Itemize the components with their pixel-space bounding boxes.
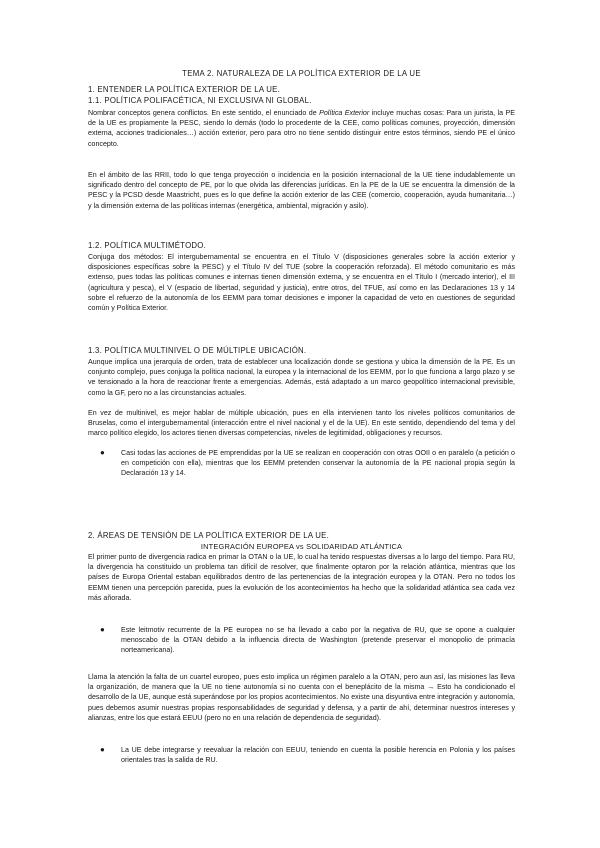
document-title: TEMA 2. NATURALEZA DE LA POLÍTICA EXTERIOR DE LA UE bbox=[182, 69, 421, 78]
bullet-item-1 bbox=[100, 448, 515, 479]
paragraph-1 bbox=[88, 108, 515, 149]
paragraph-1-text-b: incluye muchas cosas: Para un jurista, la PE de la UE es propiamente la PESC, siendo lo demás (todo lo procedente de la CEE, como políticas comunes, proyección, dimensión externa, acciones tradicionales…) acción exterior, pero para otro no tiene sentido distinguir entre estos términos, siendo PE el único concepto. bbox=[88, 109, 515, 148]
bullet-item-2 bbox=[100, 625, 515, 656]
section-2-subtitle: INTEGRACIÓN EUROPEA vs SOLIDARIDAD ATLÁNTICA bbox=[200, 542, 403, 551]
subsection-1-1-heading: 1.1. POLÍTICA POLIFACÉTICA, NI EXCLUSIVA NI GLOBAL. bbox=[88, 96, 312, 105]
bullet-dot-icon: ● bbox=[100, 745, 105, 754]
bullet-item-1-text: Casi todas las acciones de PE emprendidas por la UE se realizan en cooperación con otras OOII o en paralelo (a petición o en competición con ella), mientras que los EEMM pretenden conservar la autonomía de la PE nacional propia según la Declaración 13 y 14. bbox=[121, 449, 515, 478]
paragraph-7: Llama la atención la falta de un cuartel europeo, pues esto implica un régimen paralelo a la OTAN, pero aun así, las misiones las lleva la organización, de manera que la UE no tiene autonomía si no cuenta con el beneplácito de la misma → Esto ha condicionado el desarrollo de la UE, aunque está superándose por los propios acontecimientos. No existe una disyuntiva entre integración y autonomía, pues debemos asumir nuestras propias responsabilidades de seguridad y defensa, y a partir de ahí, determinar nuestros intereses y alianzas, entre los que estará EEUU (pero no en una relación de dependencia de seguridad). bbox=[88, 673, 515, 722]
section-1-heading: 1. ENTENDER LA POLÍTICA EXTERIOR DE LA UE. bbox=[88, 85, 281, 94]
paragraph-6: El primer punto de divergencia radica en primar la OTAN o la UE, lo cual ha tenido respuestas diversas a lo largo del tiempo. Para RU, la divergencia ha constituido un problema tan difícil de resolver, que finalmente optaron por la relación atlántica, mientras que los países de Europa Oriental estaban equilibrados dentro de las pertenencias de la integración europea y la OTAN. Pero no todos los EEMM tienen una percepción parecida, pues la evolución de los acontecimientos ha hecho que la solidaridad atlántica sea cada vez más añorada. bbox=[88, 553, 515, 602]
bullet-item-3 bbox=[100, 745, 515, 765]
paragraph-5: En vez de multinivel, es mejor hablar de múltiple ubicación, pues en ella intervienen tanto los niveles políticos comunitarios de Bruselas, como el intergubernamental (interacción entre el nivel nacional y el de la UE). En este sentido, dependiendo del tema y del marco político elegido, los actores tienen diversas competencias, niveles de legitimidad, obligaciones y recursos. bbox=[88, 409, 515, 438]
subsection-1-3-heading: 1.3. POLÍTICA MULTINIVEL O DE MÚLTIPLE UBICACIÓN. bbox=[88, 346, 307, 355]
paragraph-3: Conjuga dos métodos: El intergubernamental se encuentra en el Título V (disposiciones generales sobre la acción exterior y disposiciones específicas sobre la PESC) y el Título IV del TUE (sobre la cooperación reforzada). El método comunitario es más extenso, pues todas las políticas comunes e internas tienen dimensión externa, y se encuentra en el Título I (mercado interior), el III (agricultura y pesca), el V (espacio de libertad, seguridad y justicia), entre otros, del TFUE, así como en las Declaraciones 13 y 14 sobre el refuerzo de la autonomía de los EEMM para tomar decisiones e imponer la capacidad de veto en cuestiones de seguridad común y Política Exterior. bbox=[88, 253, 515, 313]
paragraph-2: En el ámbito de las RRII, todo lo que tenga proyección o incidencia en la posición internacional de la UE tiene indudablemente un significado dentro del concepto de PE, por lo que olvida las diferencias jurídicas. En la PE de la UE se encuentra la dimensión de la PESC y la PCSD desde Maastricht, pues es lo que define la acción exterior de las CEE (comercio, cooperación, ayuda humanitaria…) y la dimensión externa de las políticas internas (energética, ambiental, migración y asilo). bbox=[88, 171, 515, 210]
subsection-1-2-heading: 1.2. POLÍTICA MULTIMÉTODO. bbox=[88, 241, 206, 250]
bullet-dot-icon: ● bbox=[100, 448, 105, 457]
bullet-item-2-text: Este leitmotiv recurrente de la PE europea no se ha llevado a cabo por la negativa de RU, que se opone a cualquier menoscabo de la OTAN debido a la influencia directa de Washington (pretende preservar el monopolio de primacía norteamericana). bbox=[121, 626, 515, 655]
paragraph-4: Aunque implica una jerarquía de orden, trata de establecer una localización donde se gestiona y ubica la dimensión de la PE. Es un conjunto complejo, pues conjuga la política nacional, la europea y la internacional de los EEMM, por lo que funciona a largo plazo y se ve tensionado a la hora de reaccionar frente a emergencias. Además, está adaptado a un marco geopolítico internacional previsible, como la GF, pero no a las circunstancias actuales. bbox=[88, 358, 515, 397]
paragraph-1-text-a: Nombrar conceptos genera conflictos. En este sentido, el enunciado de bbox=[88, 109, 320, 117]
section-2-heading: 2. ÁREAS DE TENSIÓN DE LA POLÍTICA EXTERIOR DE LA UE. bbox=[88, 531, 330, 540]
bullet-item-3-text: La UE debe integrarse y reevaluar la relación con EEUU, teniendo en cuenta la posible herencia en Polonia y los países orientales tras la salida de RU. bbox=[121, 746, 515, 765]
bullet-dot-icon: ● bbox=[100, 625, 105, 634]
paragraph-1-italic: Política Exterior bbox=[319, 109, 370, 117]
